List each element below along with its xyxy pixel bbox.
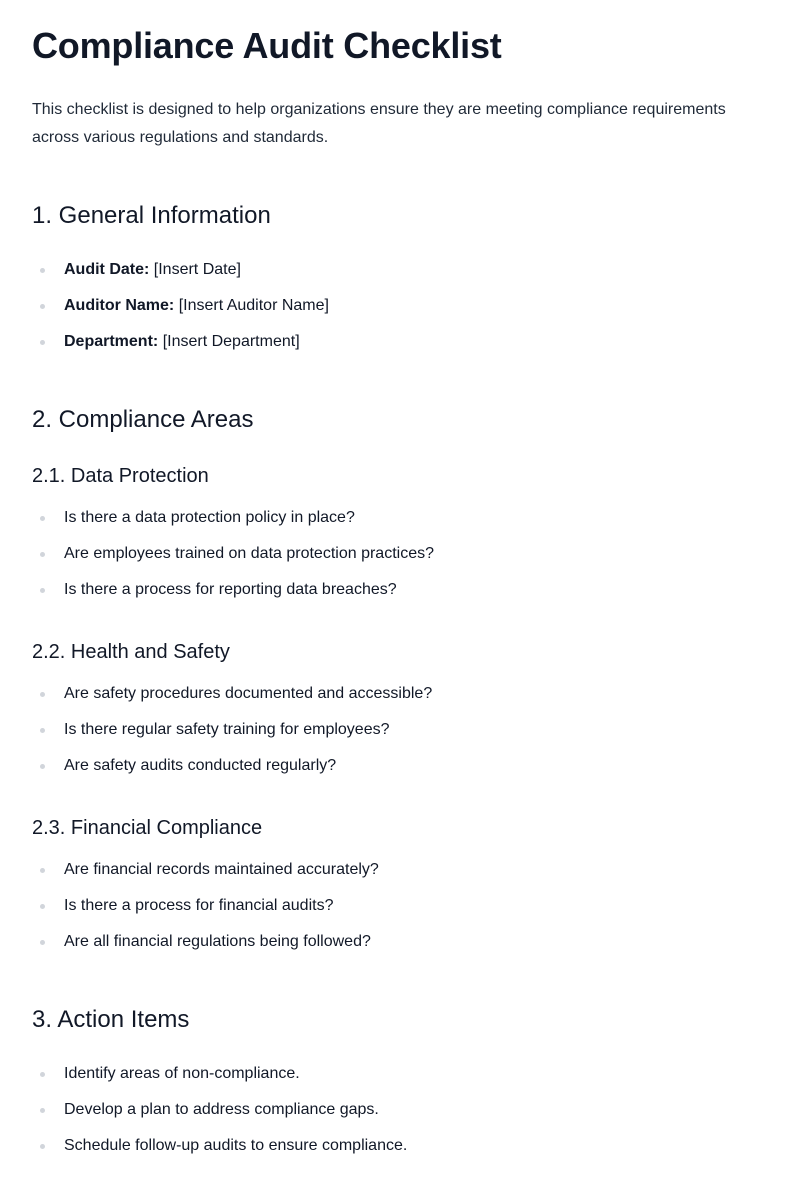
list-item-text: Schedule follow-up audits to ensure compliance. bbox=[64, 1137, 408, 1154]
list-item bbox=[32, 888, 768, 924]
list-item-text: Identify areas of non-compliance. bbox=[64, 1065, 300, 1082]
bullet-icon bbox=[40, 268, 45, 273]
field-label: Department: bbox=[64, 333, 159, 350]
list-item bbox=[32, 500, 768, 536]
bullet-icon bbox=[40, 552, 45, 557]
bullet-icon bbox=[40, 764, 45, 769]
intro-paragraph: This checklist is designed to help organizations ensure they are meeting compliance requirements across various regulations and standards. bbox=[32, 101, 726, 146]
list-item bbox=[32, 1128, 768, 1164]
field-value: [Insert Department] bbox=[162, 333, 300, 350]
bullet-icon bbox=[40, 904, 45, 909]
field-value: [Insert Auditor Name] bbox=[178, 297, 329, 314]
list-item bbox=[32, 852, 768, 888]
field-label: Auditor Name: bbox=[64, 297, 175, 314]
bullet-icon bbox=[40, 340, 45, 345]
section-heading-action-items: 3. Action Items bbox=[32, 1006, 190, 1033]
list-item bbox=[32, 572, 768, 608]
list-item-text: Is there a process for reporting data breaches? bbox=[64, 581, 397, 598]
list-item bbox=[32, 748, 768, 784]
bullet-icon bbox=[40, 1144, 45, 1149]
bullet-icon bbox=[40, 868, 45, 873]
list-item-audit-date bbox=[32, 252, 768, 288]
subsection-heading-data-protection: 2.1. Data Protection bbox=[32, 465, 209, 487]
subsection-heading-health-and-safety: 2.2. Health and Safety bbox=[32, 641, 230, 663]
bullet-icon bbox=[40, 304, 45, 309]
list-item-text: Develop a plan to address compliance gaps. bbox=[64, 1101, 379, 1118]
list-item-text: Are employees trained on data protection practices? bbox=[64, 545, 434, 562]
list-item-auditor-name bbox=[32, 288, 768, 324]
action-items-list bbox=[32, 1056, 768, 1164]
subsection-heading-financial-compliance: 2.3. Financial Compliance bbox=[32, 817, 263, 839]
list-item-text: Are all financial regulations being followed? bbox=[64, 933, 371, 950]
bullet-icon bbox=[40, 692, 45, 697]
section-heading-compliance-areas: 2. Compliance Areas bbox=[32, 406, 254, 433]
list-item bbox=[32, 1092, 768, 1128]
field-value: [Insert Date] bbox=[153, 261, 241, 278]
field-label: Audit Date: bbox=[64, 261, 150, 278]
general-information-list bbox=[32, 252, 768, 360]
financial-compliance-list bbox=[32, 852, 768, 960]
list-item-text: Is there a data protection policy in place? bbox=[64, 509, 355, 526]
list-item bbox=[32, 924, 768, 960]
section-heading-general-information: 1. General Information bbox=[32, 202, 271, 229]
list-item-text: Are safety procedures documented and accessible? bbox=[64, 685, 433, 702]
bullet-icon bbox=[40, 940, 45, 945]
bullet-icon bbox=[40, 1108, 45, 1113]
bullet-icon bbox=[40, 516, 45, 521]
list-item bbox=[32, 712, 768, 748]
bullet-icon bbox=[40, 1072, 45, 1077]
list-item-text: Is there a process for financial audits? bbox=[64, 897, 334, 914]
list-item-text: Is there regular safety training for employees? bbox=[64, 721, 390, 738]
list-item-text: Are safety audits conducted regularly? bbox=[64, 757, 337, 774]
list-item-text: Are financial records maintained accurately? bbox=[64, 861, 379, 878]
page-title: Compliance Audit Checklist bbox=[32, 25, 502, 66]
list-item bbox=[32, 1056, 768, 1092]
list-item bbox=[32, 536, 768, 572]
bullet-icon bbox=[40, 728, 45, 733]
data-protection-list bbox=[32, 500, 768, 608]
list-item bbox=[32, 676, 768, 712]
bullet-icon bbox=[40, 588, 45, 593]
list-item-department bbox=[32, 324, 768, 360]
health-and-safety-list bbox=[32, 676, 768, 784]
